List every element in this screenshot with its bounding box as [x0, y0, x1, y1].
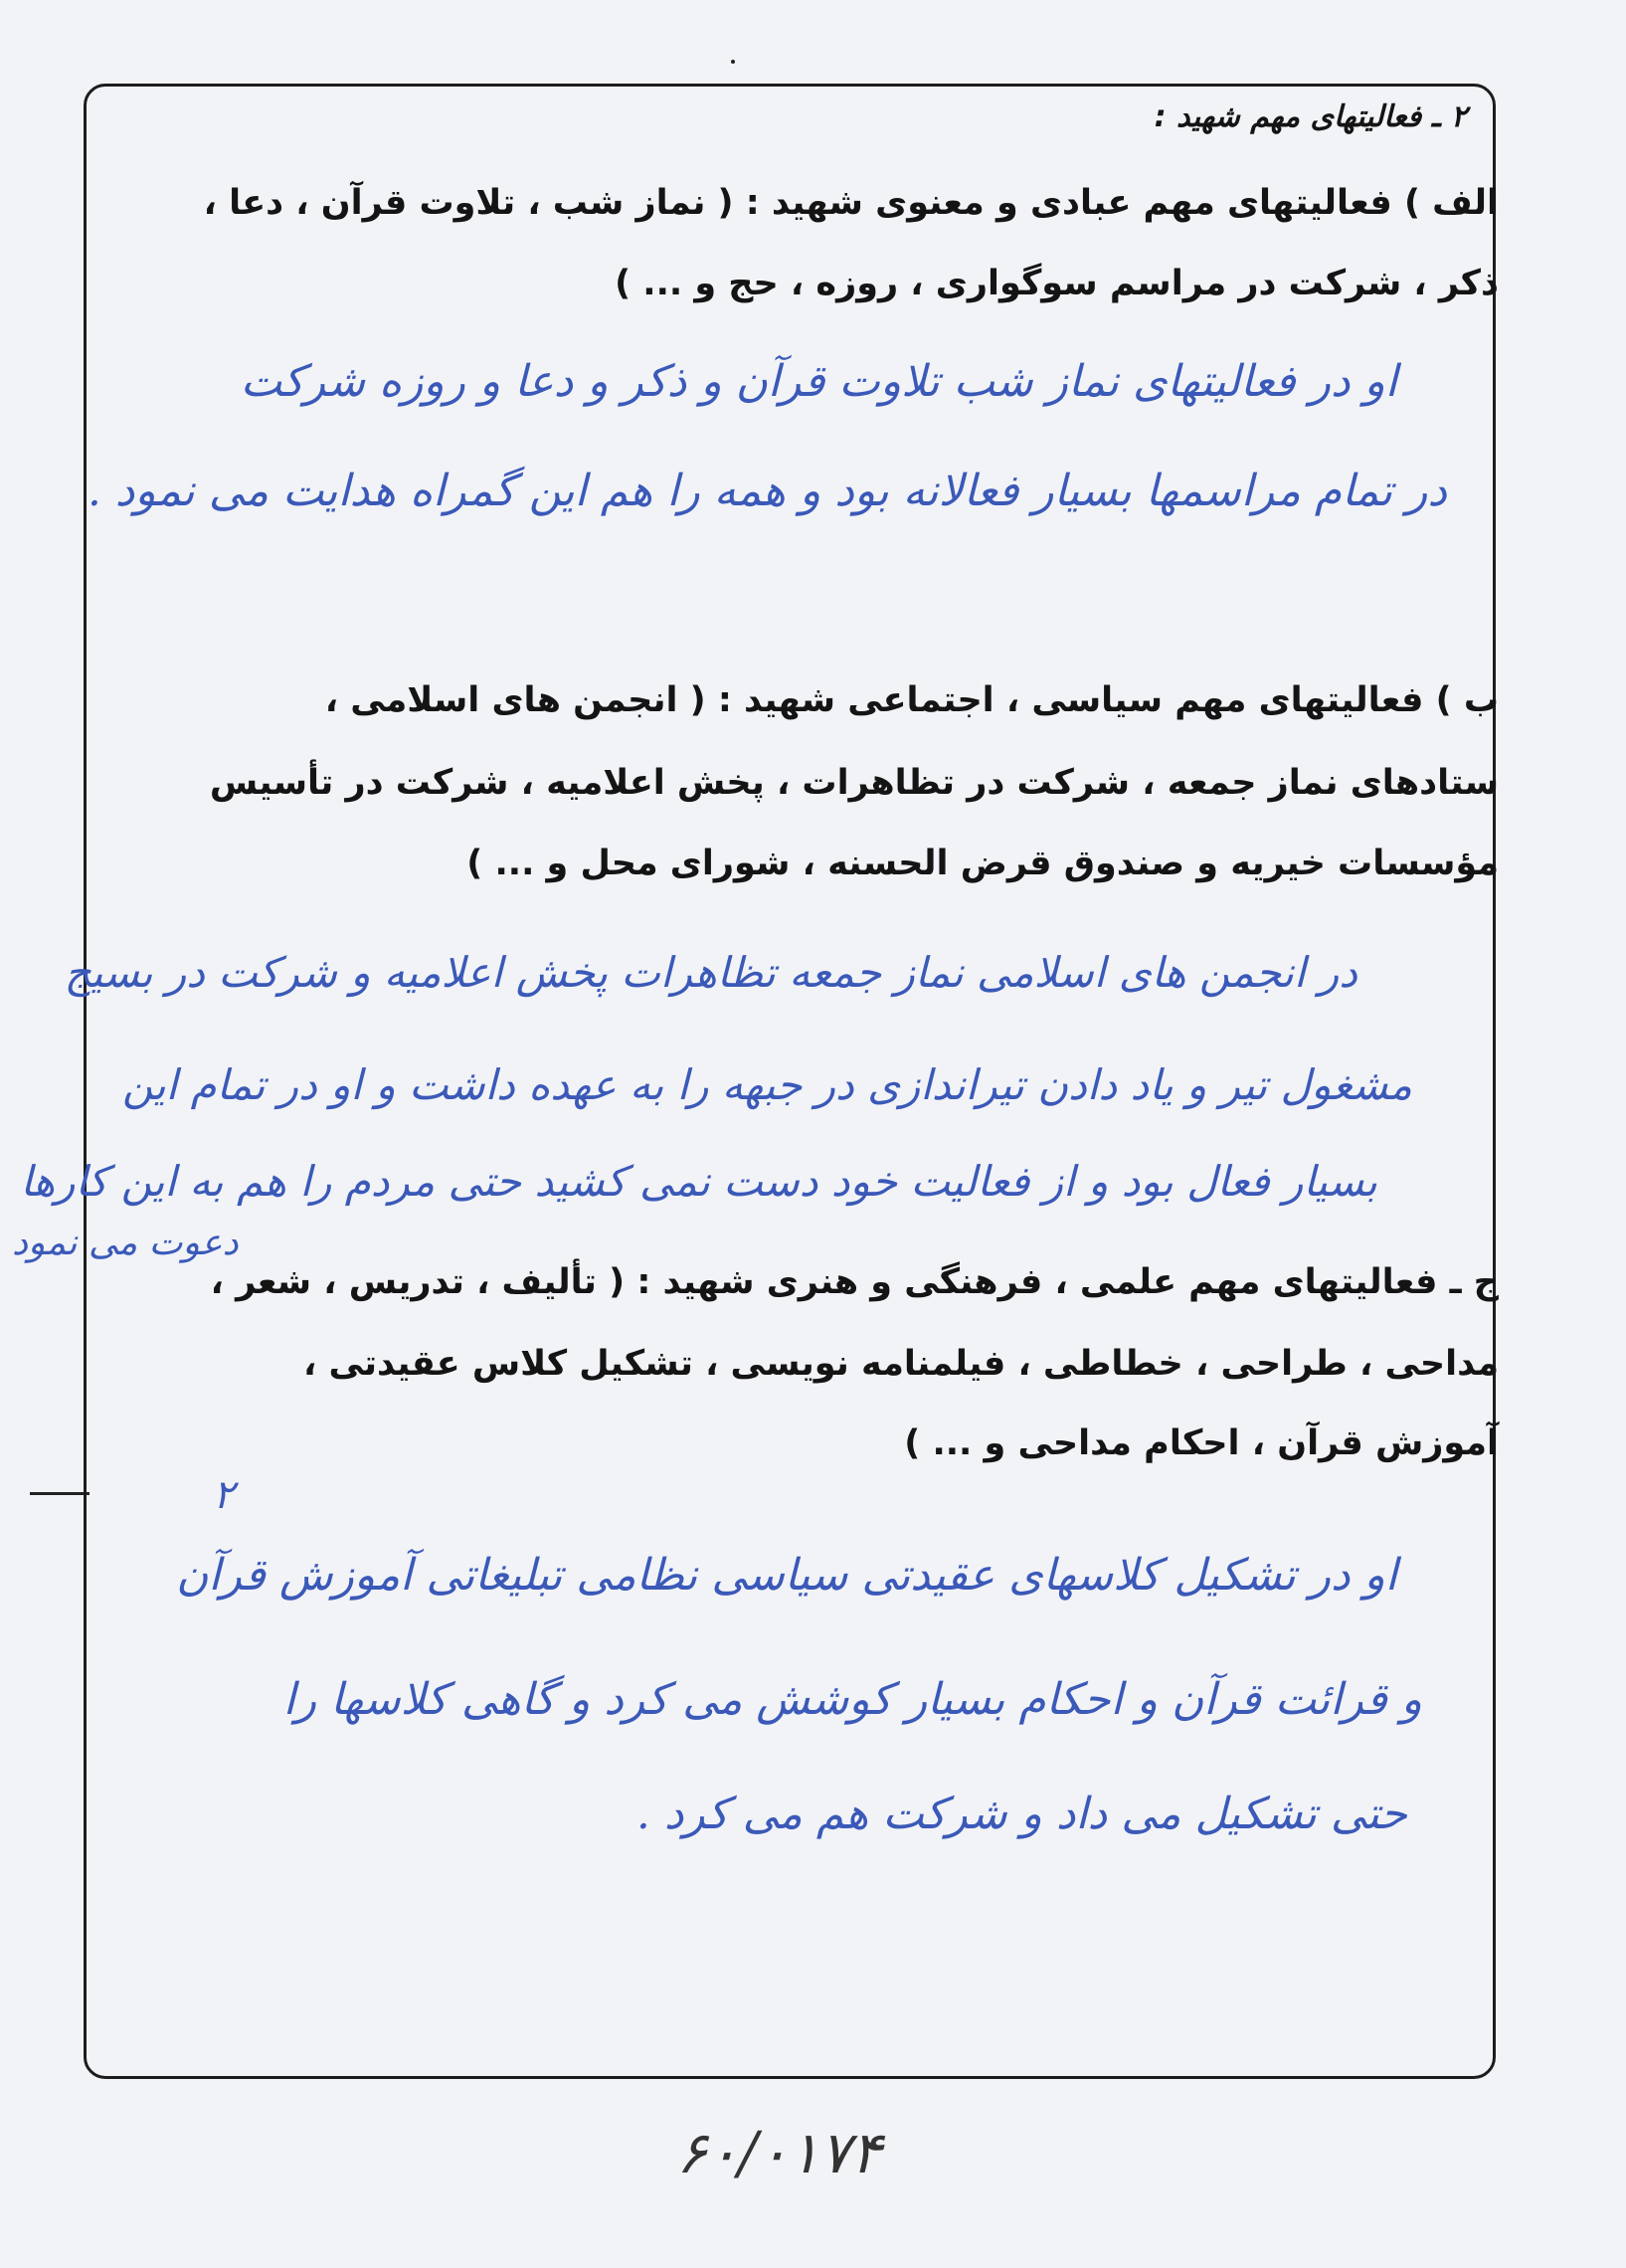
section-b-handwritten-line-4: دعوت می نمود — [12, 1223, 239, 1263]
section-c-printed-line-3: آموزش قرآن ، احکام مداحی و ... ) — [904, 1423, 1499, 1463]
section-a-handwritten-line-1: او در فعالیتهای نماز شب تلاوت قرآن و ذکر و دعا و روزه شرکت — [240, 356, 1397, 407]
section-c-handwritten-line-1: او در تشکیل کلاسهای عقیدتی سیاسی نظامی تبلیغاتی آموزش قرآن — [176, 1550, 1397, 1601]
section-a-handwritten-line-2: در تمام مراسمها بسیار فعالانه بود و همه را هم این گمراه هدایت می نمود . — [87, 466, 1447, 516]
section-c-printed-line-1: ج ـ فعالیتهای مهم علمی ، فرهنگی و هنری شهید : ( تألیف ، تدریس ، شعر ، — [210, 1262, 1499, 1302]
section-b-printed-line-1: ب ) فعالیتهای مهم سیاسی ، اجتماعی شهید : ( انجمن های اسلامی ، — [324, 680, 1499, 720]
section-a-printed-line-1: الف ) فعالیتهای مهم عبادی و معنوی شهید : ( نماز شب ، تلاوت قرآن ، دعا ، — [203, 183, 1499, 223]
section-b-handwritten-line-2: مشغول تیر و یاد دادن تیراندازی در جبهه را به عهده داشت و او در تمام این — [122, 1060, 1412, 1109]
section-b-handwritten-line-3: بسیار فعال بود و از فعالیت خود دست نمی کشید حتی مردم را هم به این کارها — [20, 1157, 1377, 1206]
section-a-printed-line-2: ذکر ، شرکت در مراسم سوگواری ، روزه ، حج و ... ) — [615, 264, 1499, 303]
margin-annotation: ۲ — [213, 1472, 235, 1518]
section-b-printed-line-2: ستادهای نماز جمعه ، شرکت در تظاهرات ، پخش اعلامیه ، شرکت در تأسیس — [209, 763, 1499, 803]
section-b-printed-line-3: مؤسسات خیریه و صندوق قرض الحسنه ، شورای محل و ... ) — [466, 844, 1499, 883]
section-c-printed-line-2: مداحی ، طراحی ، خطاطی ، فیلمنامه نویسی ، تشکیل کلاس عقیدتی ، — [303, 1344, 1499, 1384]
fold-mark — [30, 1492, 90, 1495]
section-c-handwritten-line-3: حتی تشکیل می داد و شرکت هم می کرد . — [635, 1789, 1407, 1839]
section-c-handwritten-line-2: و قرائت قرآن و احکام بسیار کوشش می کرد و گاهی کلاسها را — [282, 1674, 1422, 1725]
punch-mark — [731, 60, 735, 64]
section-b-handwritten-line-1: در انجمن های اسلامی نماز جمعه تظاهرات پخش اعلامیه و شرکت در بسیج — [64, 948, 1357, 997]
section-title: ۲ ـ فعالیتهای مهم شهید : — [1154, 99, 1467, 134]
page-number: ۶۰/۰۱۷۴ — [676, 2119, 882, 2186]
